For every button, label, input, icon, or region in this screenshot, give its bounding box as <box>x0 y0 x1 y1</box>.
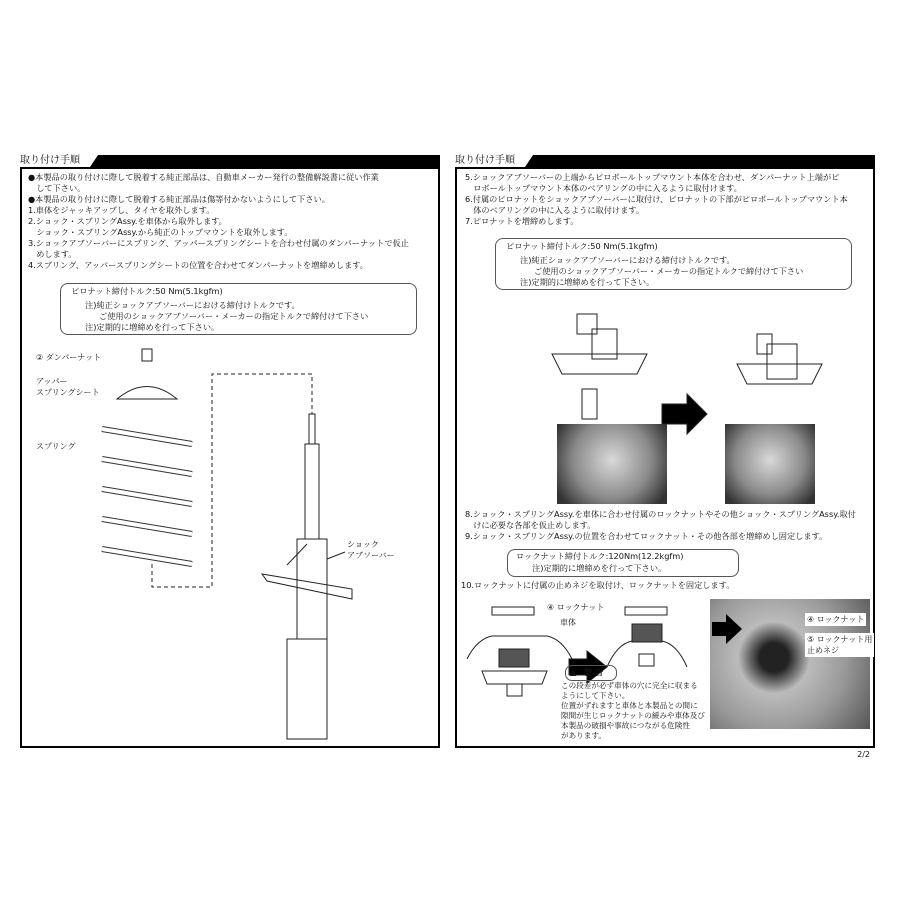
section-title: 取り付け手順 <box>455 151 519 166</box>
line: ショック・スプリングAssy.から純正のトップマウントを取外します。 <box>28 227 293 237</box>
label-shock: ショック <box>347 540 379 549</box>
line: 7.ピロナットを増締めします。 <box>465 216 579 226</box>
instruction-list-2 <box>465 509 856 542</box>
line: ようにして下さい。 <box>561 691 630 700</box>
line: 8.ショック・スプリングAssy.を車体に合わせ付属のロックナットやその他ショック・スプリングAssy.取付 <box>465 509 856 519</box>
locknut-torque-box <box>507 549 739 577</box>
line: 本製品の破損や事故につながる危険性 <box>561 721 690 730</box>
line: 隙間が生じロックナットの緩みや車体及び <box>561 711 705 720</box>
line: ●本製品の取り付けに際して脱着する純正部品は傷等付かないようにして下さい。 <box>28 194 330 204</box>
content-box <box>455 167 875 748</box>
line: めします。 <box>28 249 77 259</box>
note: ご使用のショックアブソーバー・メーカーの指定トルクで締付けて下さい <box>534 266 804 276</box>
label-body: 車体 <box>560 618 576 627</box>
line: 1.車体をジャッキアップし、タイヤを取外します。 <box>28 205 215 215</box>
section-header <box>455 153 875 167</box>
photo-installed <box>710 599 873 729</box>
line: 2.ショック・スプリングAssy.を車体から取外します。 <box>28 216 227 226</box>
content-box <box>20 167 440 748</box>
line: けに必要な各部を仮止めします。 <box>465 520 596 530</box>
label-screw <box>805 633 874 657</box>
photo-before <box>557 424 667 504</box>
section-header <box>20 153 440 167</box>
line: があります。 <box>561 731 606 740</box>
line: ロボールトップマウント本体のベアリングの中に入るように取付けます。 <box>465 183 742 193</box>
label-locknut: ④ ロックナット <box>547 603 605 612</box>
warning-title: 警 告 <box>584 667 604 677</box>
note: 注)純正ショックアブソーバーにおける締付けトルクです。 <box>85 300 300 310</box>
shock-spring-diagram <box>22 169 438 759</box>
note: 注)純正ショックアブソーバーにおける締付けトルクです。 <box>520 255 735 265</box>
instruction-list <box>465 172 848 227</box>
note: ご使用のショックアブソーバー・メーカーの指定トルクで締付けて下さい <box>99 311 369 321</box>
label-upper: アッパー <box>36 377 68 386</box>
label-spring-seat: スプリングシート <box>36 388 100 397</box>
header-bar <box>525 155 875 167</box>
arrow-icon <box>712 614 742 644</box>
line: 体のベアリングの中に入るように取付けます。 <box>465 205 644 215</box>
line: この段差が必ず車体の穴に完全に収まる <box>561 681 698 690</box>
torque-box <box>495 238 852 290</box>
header-bar <box>90 155 440 167</box>
note: 注)定期的に増締めを行って下さい。 <box>532 563 667 573</box>
line: 位置がずれますと車体と本製品との間に <box>561 701 698 710</box>
label-absorber: アブソーバー <box>347 551 395 560</box>
step-10: 10.ロックナットに付属の止めネジを取付け、ロックナットを固定します。 <box>461 580 735 590</box>
screw-label-2: 止めネジ <box>807 646 839 655</box>
screw-label-1: ⑤ ロックナット用 <box>807 635 873 644</box>
line: 4.スプリング、アッパースプリングシートの位置を合わせてダンパーナットを増締めします。 <box>28 260 368 270</box>
torque-title: ピロナット締付トルク:50 Nm(5.1kgfm) <box>71 286 223 296</box>
right-panel <box>455 153 875 748</box>
line: して下さい。 <box>28 183 86 193</box>
warning-text <box>561 681 705 741</box>
line: 3.ショックアブソーバーにスプリング、アッパースプリングシートを合わせ付属のダンパーナットで仮止 <box>28 238 409 248</box>
torque-title: ロックナット締付トルク:120Nm(12.2kgfm) <box>516 551 684 561</box>
note: 注)定期的に増締めを行って下さい。 <box>85 322 220 332</box>
line: 6.付属のピロナットをショックアブソーバーに取付け、ピロナットの下部がピロボールトップマウント本 <box>465 194 848 204</box>
section-title: 取り付け手順 <box>20 151 84 166</box>
warning-badge <box>565 665 617 681</box>
warning-icon: ▲ <box>570 667 577 677</box>
left-panel <box>20 153 440 748</box>
line: ●本製品の取り付けに際して脱着する純正部品は、自動車メーカー発行の整備解説書に従い作業 <box>28 172 379 182</box>
label-damper-nut: ② ダンパーナット <box>36 353 102 362</box>
page-number: 2/2 <box>857 750 870 759</box>
line: 5.ショックアブソーバーの上端からピロボールトップマウント本体を合わせ、ダンパーナット上端がピ <box>465 172 840 182</box>
line: 9.ショック・スプリングAssy.の位置を合わせてロックナット・その他各部を増締めし固定します。 <box>465 531 828 541</box>
note: 注)定期的に増締めを行って下さい。 <box>520 277 655 287</box>
torque-title: ピロナット締付トルク:50 Nm(5.1kgfm) <box>506 241 658 251</box>
photo-after <box>725 424 815 504</box>
label-spring: スプリング <box>36 442 76 451</box>
label-photo-locknut: ④ ロックナット <box>807 615 865 624</box>
